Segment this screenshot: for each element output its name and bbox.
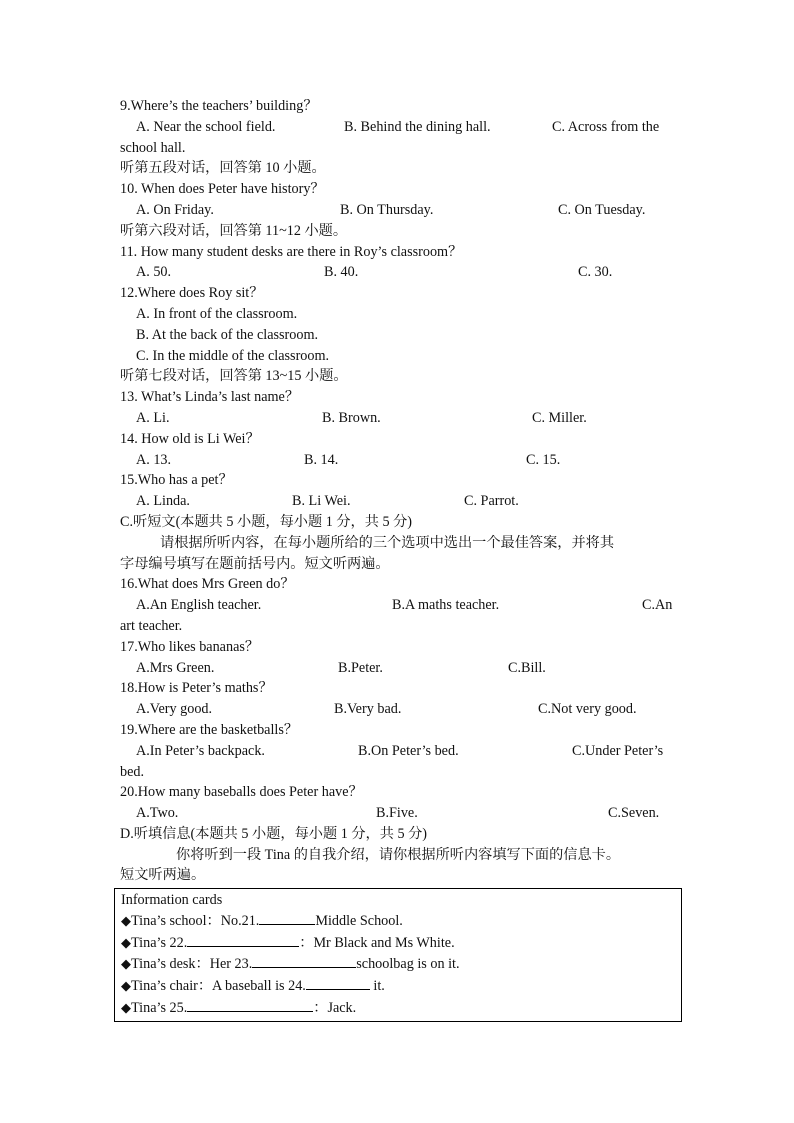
card-text: it. bbox=[369, 978, 385, 995]
diamond-bullet-icon: ◆ bbox=[121, 979, 131, 995]
option-b: B. Li Wei. bbox=[292, 493, 351, 510]
card-label: Tina’s desk：Her 23. bbox=[131, 956, 253, 973]
card-row-chair bbox=[121, 976, 681, 998]
card-title: Information cards bbox=[121, 892, 223, 908]
diamond-bullet-icon: ◆ bbox=[121, 935, 131, 951]
option-a: A. 13. bbox=[136, 451, 172, 468]
card-text: ：Mr Black and Ms White. bbox=[299, 934, 455, 951]
option-b: B.Five. bbox=[376, 805, 418, 822]
question-18: 18.How is Peter’s maths？ bbox=[120, 680, 273, 697]
option-c-continued: school hall. bbox=[120, 139, 186, 156]
option-a: A. Li. bbox=[136, 409, 170, 426]
option-a: A.An English teacher. bbox=[136, 597, 262, 614]
information-card bbox=[114, 888, 682, 1022]
section-instruction: 听第五段对话，回答第 10 小题。 bbox=[120, 160, 326, 177]
option-a: A.Very good. bbox=[136, 701, 213, 718]
question-9-options bbox=[120, 117, 680, 138]
question-9: 9.Where’s the teachers’ building？ bbox=[120, 98, 318, 114]
question-11: 11. How many student desks are there in Roy’s classroom？ bbox=[120, 243, 463, 260]
answer-blank-24[interactable] bbox=[306, 977, 370, 990]
question-17: 17.Who likes bananas？ bbox=[120, 638, 260, 655]
option-b: B. Behind the dining hall. bbox=[344, 118, 491, 135]
option-c: C.Bill. bbox=[508, 659, 546, 676]
card-text: schoolbag is on it. bbox=[356, 956, 460, 973]
option-c-continued: art teacher. bbox=[120, 617, 183, 634]
question-16-options bbox=[120, 595, 680, 616]
option-b: B. 14. bbox=[304, 451, 339, 468]
option-a: A.Mrs Green. bbox=[136, 659, 215, 676]
card-row-school bbox=[121, 911, 681, 933]
option-a: A. Linda. bbox=[136, 493, 190, 510]
option-c: C. On Tuesday. bbox=[558, 201, 646, 218]
section-c-title: C.听短文(本题共 5 小题，每小题 1 分，共 5 分) bbox=[120, 513, 413, 530]
option-b: B. 40. bbox=[324, 264, 359, 281]
section-instruction: 听第六段对话，回答第 11~12 小题。 bbox=[120, 222, 348, 239]
card-label: Tina’s 25. bbox=[131, 999, 188, 1016]
section-c-instruction-cont: 字母编号填写在题前括号内。短文听两遍。 bbox=[120, 555, 390, 572]
question-13: 13. What’s Linda’s last name？ bbox=[120, 389, 300, 406]
option-b: B. At the back of the classroom. bbox=[136, 326, 319, 343]
answer-blank-22[interactable] bbox=[187, 934, 299, 947]
option-c: C. In the middle of the classroom. bbox=[136, 347, 330, 364]
question-18-options bbox=[120, 699, 680, 720]
option-b: B. On Thursday. bbox=[340, 201, 434, 218]
card-label: Tina’s school：No.21. bbox=[131, 912, 260, 929]
question-15-options bbox=[120, 491, 680, 512]
question-14-options bbox=[120, 450, 680, 471]
answer-blank-25[interactable] bbox=[187, 999, 313, 1012]
diamond-bullet-icon: ◆ bbox=[121, 913, 131, 929]
question-13-options bbox=[120, 408, 680, 429]
card-row-teachers bbox=[121, 933, 681, 955]
option-b: B.Peter. bbox=[338, 659, 383, 676]
question-10: 10. When does Peter have history？ bbox=[120, 181, 325, 198]
option-c: C.Under Peter’s bbox=[572, 742, 664, 759]
answer-blank-23[interactable] bbox=[252, 955, 356, 968]
section-instruction: 听第七段对话，回答第 13~15 小题。 bbox=[120, 368, 348, 385]
section-d-title: D.听填信息(本题共 5 小题，每小题 1 分，共 5 分) bbox=[120, 825, 427, 842]
option-a: A. 50. bbox=[136, 264, 172, 281]
question-20-options bbox=[120, 803, 680, 824]
option-a: A. Near the school field. bbox=[136, 118, 276, 135]
card-text: ：Jack. bbox=[313, 999, 357, 1016]
option-b: B.On Peter’s bed. bbox=[358, 742, 459, 759]
option-c: C. Across from the bbox=[552, 118, 660, 135]
card-row-desk bbox=[121, 954, 681, 976]
card-label: Tina’s 22. bbox=[131, 934, 188, 951]
option-a: A. On Friday. bbox=[136, 201, 214, 218]
option-b: B.Very bad. bbox=[334, 701, 402, 718]
option-c: C. Miller. bbox=[532, 409, 587, 426]
option-c: C.Seven. bbox=[608, 805, 660, 822]
question-15: 15.Who has a pet？ bbox=[120, 472, 233, 489]
card-text: Middle School. bbox=[315, 912, 403, 929]
section-d-instruction-cont: 短文听两遍。 bbox=[120, 867, 206, 884]
diamond-bullet-icon: ◆ bbox=[121, 1000, 131, 1016]
option-c: C. 30. bbox=[578, 264, 613, 281]
question-11-options bbox=[120, 262, 680, 283]
question-19: 19.Where are the basketballs？ bbox=[120, 721, 299, 738]
question-20: 20.How many baseballs does Peter have？ bbox=[120, 784, 363, 801]
option-a: A.In Peter’s backpack. bbox=[136, 742, 265, 759]
option-b: B. Brown. bbox=[322, 409, 381, 426]
option-a: A. In front of the classroom. bbox=[136, 305, 298, 322]
option-c: C. 15. bbox=[526, 451, 561, 468]
diamond-bullet-icon: ◆ bbox=[121, 957, 131, 973]
question-12: 12.Where does Roy sit？ bbox=[120, 285, 264, 302]
question-17-options bbox=[120, 658, 680, 679]
option-b: B.A maths teacher. bbox=[392, 597, 500, 614]
question-16: 16.What does Mrs Green do？ bbox=[120, 576, 295, 593]
option-a: A.Two. bbox=[136, 805, 179, 822]
section-c-instruction: 请根据所听内容，在每小题所给的三个选项中选出一个最佳答案，并将其 bbox=[160, 534, 615, 551]
question-19-options bbox=[120, 741, 680, 762]
section-d-instruction: 你将听到一段 Tina 的自我介绍，请你根据所听内容填写下面的信息卡。 bbox=[176, 846, 621, 863]
question-14: 14. How old is Li Wei？ bbox=[120, 430, 260, 447]
option-c: C. Parrot. bbox=[464, 493, 519, 510]
option-c-continued: bed. bbox=[120, 763, 145, 780]
answer-blank-21[interactable] bbox=[259, 912, 315, 925]
card-label: Tina’s chair：A baseball is 24. bbox=[131, 978, 306, 995]
question-10-options bbox=[120, 200, 680, 221]
option-c: C.Not very good. bbox=[538, 701, 637, 718]
option-c: C.An bbox=[642, 597, 673, 614]
card-row-name bbox=[121, 998, 681, 1020]
worksheet bbox=[120, 96, 680, 886]
